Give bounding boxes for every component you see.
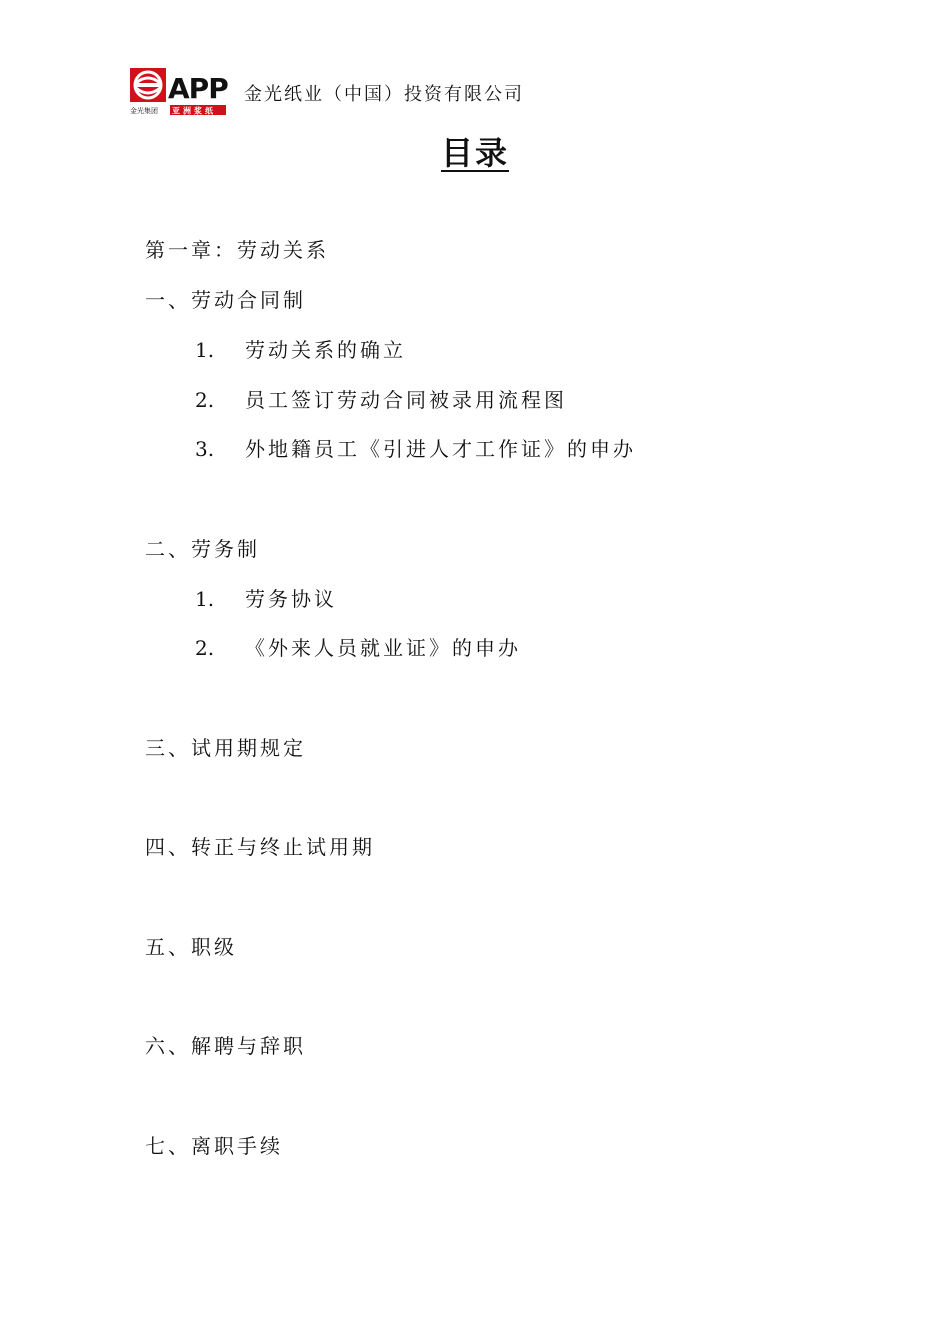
toc-item-text: 《外来人员就业证》的申办 xyxy=(245,636,521,660)
page-header xyxy=(130,68,524,116)
toc-section-7: 七、离职手续 xyxy=(145,1134,283,1158)
toc-section-4: 四、转正与终止试用期 xyxy=(145,835,375,859)
toc-item-text: 劳动关系的确立 xyxy=(245,338,406,362)
page-title xyxy=(0,128,950,174)
toc-section-3: 三、试用期规定 xyxy=(145,736,306,760)
toc-item-1-2 xyxy=(195,388,567,412)
logo-sub-right: 亚洲浆纸 xyxy=(172,106,216,116)
toc-item-text: 员工签订劳动合同被录用流程图 xyxy=(245,388,567,412)
toc-item-number: 3. xyxy=(195,437,215,461)
toc-section-1: 一、劳动合同制 xyxy=(145,288,306,312)
toc-item-text: 劳务协议 xyxy=(245,587,337,611)
company-name: 金光纸业（中国）投资有限公司 xyxy=(244,84,524,105)
toc-item-text: 外地籍员工《引进人才工作证》的申办 xyxy=(245,437,636,461)
toc-item-1-1 xyxy=(195,338,406,362)
toc-chapter: 第一章：劳动关系 xyxy=(145,238,329,262)
toc-item-2-1 xyxy=(195,587,337,611)
toc-item-number: 1. xyxy=(195,338,215,362)
logo-sub-left: 金光集团 xyxy=(130,107,158,115)
toc-section-2: 二、劳务制 xyxy=(145,537,260,561)
toc-item-number: 2. xyxy=(195,636,215,660)
toc-item-1-3 xyxy=(195,437,636,461)
toc-section-5: 五、职级 xyxy=(145,935,237,959)
logo-brand-text: APP xyxy=(168,72,228,105)
toc-section-6: 六、解聘与辞职 xyxy=(145,1034,306,1058)
toc-item-number: 1. xyxy=(195,587,215,611)
app-logo-icon xyxy=(130,68,228,116)
page-title-text: 目录 xyxy=(440,134,509,172)
toc-item-2-2 xyxy=(195,636,521,660)
toc-item-number: 2. xyxy=(195,388,215,412)
app-logo xyxy=(130,68,228,116)
